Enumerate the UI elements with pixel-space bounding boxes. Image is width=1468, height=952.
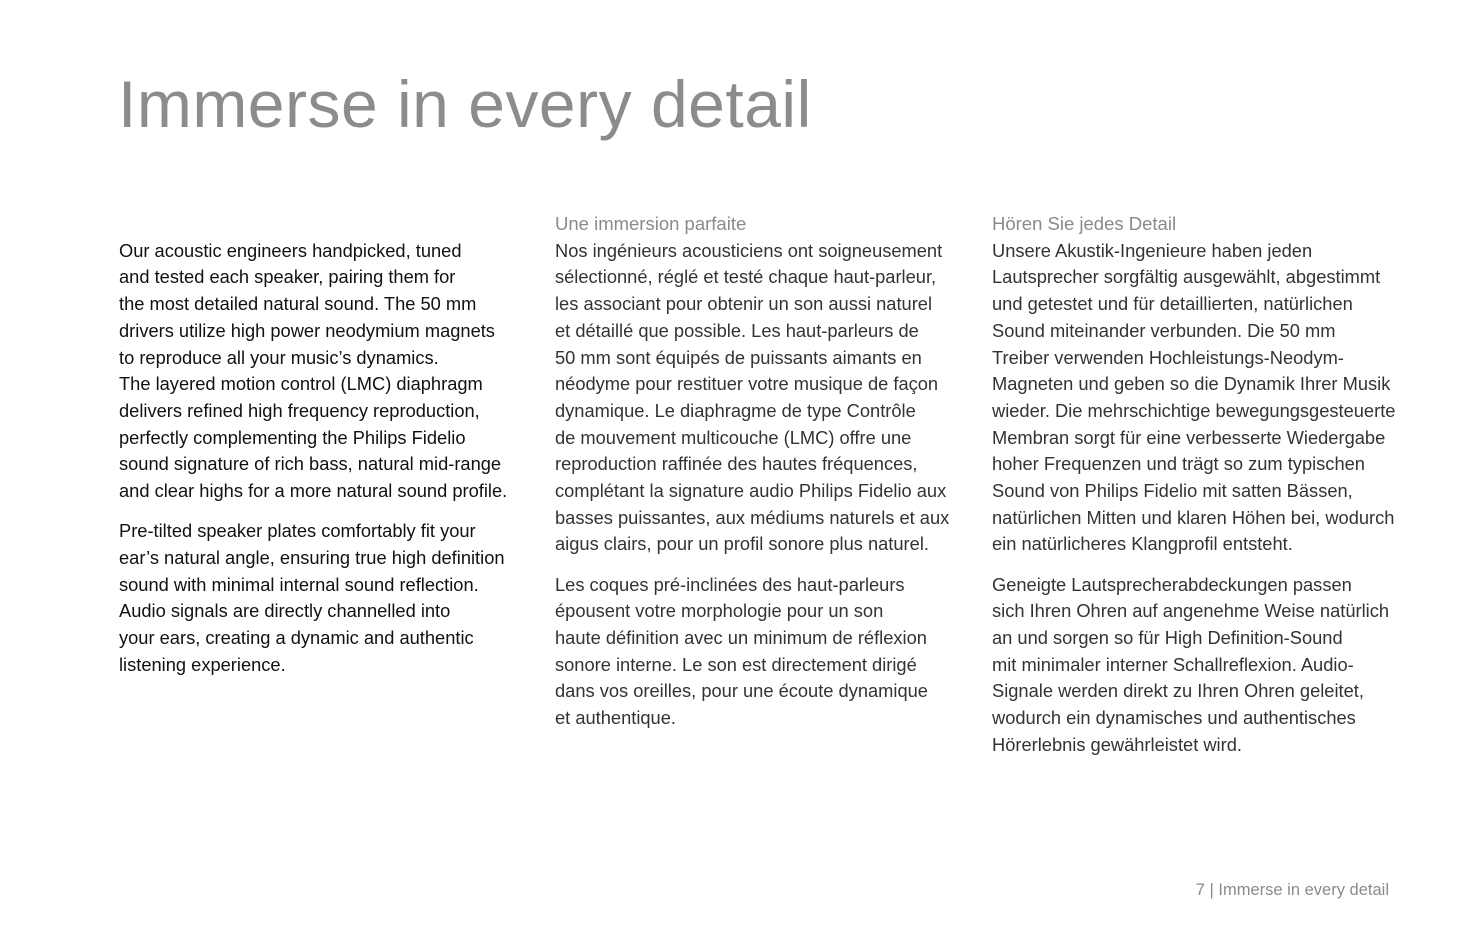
text-line: to reproduce all your music’s dynamics. <box>119 346 439 368</box>
german-paragraph-1 <box>992 238 1396 558</box>
text-line: and clear highs for a more natural sound profile. <box>119 480 508 502</box>
text-line: wieder. Die mehrschichtige bewegungsgesteuerte <box>992 399 1396 421</box>
text-line: les associant pour obtenir un son aussi naturel <box>555 293 933 315</box>
french-column <box>555 211 955 732</box>
text-line: et détaillé que possible. Les haut-parleurs de <box>555 319 919 341</box>
text-line: Lautsprecher sorgfältig ausgewählt, abgestimmt <box>992 266 1381 288</box>
text-line: natürlichen Mitten und klaren Höhen bei, wodurch <box>992 506 1395 528</box>
text-line: Magneten und geben so die Dynamik Ihrer Musik <box>992 373 1391 395</box>
text-line: Signale werden direkt zu Ihren Ohren geleitet, <box>992 680 1364 702</box>
text-line: Sound miteinander verbunden. Die 50 mm <box>992 319 1336 341</box>
text-line: Audio signals are directly channelled into <box>119 600 451 622</box>
english-column <box>119 211 519 678</box>
french-heading: Une immersion parfaite <box>555 213 747 234</box>
text-line: mit minimaler interner Schallreflexion. Audio- <box>992 653 1354 675</box>
text-line: basses puissantes, aux médiums naturels et aux <box>555 506 950 528</box>
french-paragraph-2 <box>555 572 955 732</box>
text-line: your ears, creating a dynamic and authentic <box>119 627 474 649</box>
text-line: 50 mm sont équipés de puissants aimants en <box>555 346 922 368</box>
text-line: Hörerlebnis gewährleistet wird. <box>992 733 1242 755</box>
text-line: Treiber verwenden Hochleistungs-Neodym- <box>992 346 1344 368</box>
text-line: sich Ihren Ohren auf angenehme Weise natürlich <box>992 600 1390 622</box>
german-heading: Hören Sie jedes Detail <box>992 213 1177 234</box>
german-paragraph-2 <box>992 572 1392 759</box>
text-line: sound with minimal internal sound reflection. <box>119 573 479 595</box>
text-line: épousent votre morphologie pour un son <box>555 600 884 622</box>
text-line: Geneigte Lautsprecherabdeckungen passen <box>992 573 1352 595</box>
text-line: Nos ingénieurs acousticiens ont soigneusement <box>555 239 943 261</box>
text-line: Our acoustic engineers handpicked, tuned <box>119 239 462 261</box>
text-line: delivers refined high frequency reproduction, <box>119 399 480 421</box>
text-line: wodurch ein dynamisches und authentisches <box>992 707 1356 729</box>
text-line: and tested each speaker, pairing them for <box>119 266 456 288</box>
page-footer: 7 | Immerse in every detail <box>1195 881 1389 899</box>
text-line: dans vos oreilles, pour une écoute dynamique <box>555 680 928 702</box>
text-line: The layered motion control (LMC) diaphragm <box>119 373 483 395</box>
english-paragraph-1 <box>119 238 519 505</box>
text-line: und getestet und für detaillierten, natürlichen <box>992 293 1353 315</box>
text-line: an und sorgen so für High Definition-Sound <box>992 627 1343 649</box>
text-line: sonore interne. Le son est directement dirigé <box>555 653 917 675</box>
text-line: sélectionné, réglé et testé chaque haut-parleur, <box>555 266 937 288</box>
text-line: ein natürlicheres Klangprofil entsteht. <box>992 533 1293 555</box>
text-line: listening experience. <box>119 653 286 675</box>
english-paragraph-2 <box>119 518 519 678</box>
text-line: reproduction raffinée des hautes fréquences, <box>555 453 918 475</box>
german-column <box>992 211 1396 759</box>
text-line: Sound von Philips Fidelio mit satten Bässen, <box>992 480 1353 502</box>
text-line: Les coques pré-inclinées des haut-parleurs <box>555 573 905 595</box>
text-line: perfectly complementing the Philips Fidelio <box>119 426 466 448</box>
text-line: complétant la signature audio Philips Fidelio aux <box>555 480 947 502</box>
text-line: drivers utilize high power neodymium magnets <box>119 319 495 341</box>
english-heading <box>119 211 519 238</box>
page-title: Immerse in every detail <box>118 67 812 141</box>
text-line: hoher Frequenzen und trägt so zum typischen <box>992 453 1365 475</box>
text-line: et authentique. <box>555 707 676 729</box>
text-line: dynamique. Le diaphragme de type Contrôle <box>555 399 916 421</box>
text-line: the most detailed natural sound. The 50 mm <box>119 293 477 315</box>
french-paragraph-1 <box>555 238 955 558</box>
text-line: de mouvement multicouche (LMC) offre une <box>555 426 912 448</box>
text-line: aigus clairs, pour un profil sonore plus naturel. <box>555 533 929 555</box>
text-line: Membran sorgt für eine verbesserte Wiedergabe <box>992 426 1386 448</box>
text-line: haute définition avec un minimum de réflexion <box>555 627 927 649</box>
text-line: ear’s natural angle, ensuring true high definition <box>119 546 505 568</box>
text-line: Unsere Akustik-Ingenieure haben jeden <box>992 239 1313 261</box>
text-line: sound signature of rich bass, natural mid-range <box>119 453 502 475</box>
text-line: Pre-tilted speaker plates comfortably fit your <box>119 520 476 542</box>
text-line: néodyme pour restituer votre musique de façon <box>555 373 939 395</box>
